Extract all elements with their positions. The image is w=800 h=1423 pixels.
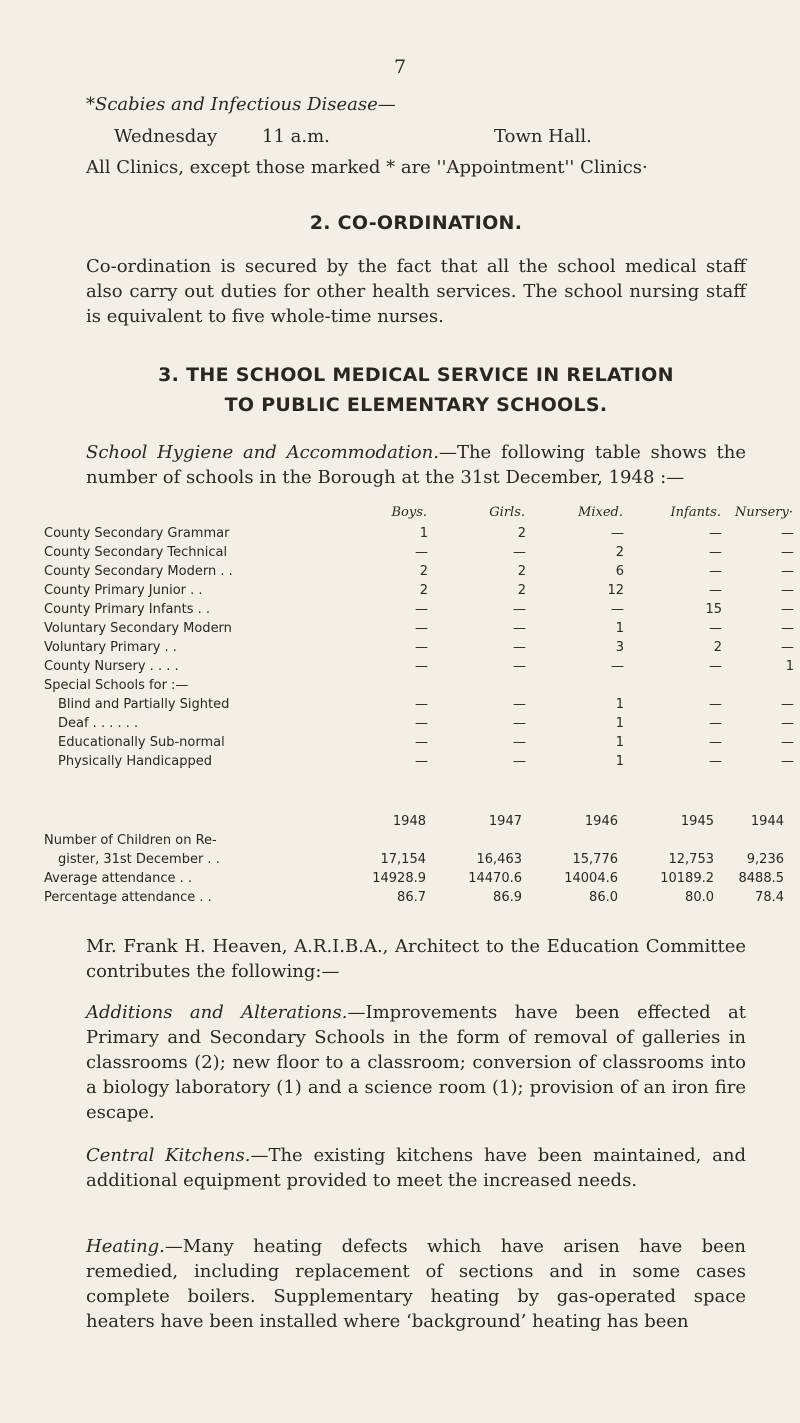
row-label: Blind and Partially Sighted [58, 697, 230, 712]
table-row [44, 600, 794, 619]
clinic-time: 11 a.m. [262, 126, 330, 147]
table-cell: — [781, 697, 794, 712]
table-cell: 3 [615, 640, 624, 655]
table-cell: — [709, 545, 722, 560]
schools-table-header [44, 500, 794, 524]
row-label: Voluntary Secondary Modern [44, 621, 232, 636]
column-header: Mixed. [578, 504, 623, 520]
table-cell: 86.9 [493, 890, 522, 905]
table-row [44, 714, 794, 733]
table-cell: — [611, 602, 624, 617]
column-header: Nursery· [734, 504, 793, 520]
additions-paragraph [86, 1000, 746, 1125]
row-label: County Primary Junior . . [44, 583, 203, 598]
clinic-title: *Scabies and Infectious Disease— [86, 94, 396, 115]
attendance-table [44, 812, 784, 907]
table-cell: — [513, 640, 526, 655]
table-cell: — [781, 716, 794, 731]
table-row [44, 831, 784, 850]
table-cell: — [611, 659, 624, 674]
table-row [44, 676, 794, 695]
year-header: 1947 [488, 814, 522, 829]
table-cell: — [513, 716, 526, 731]
schools-table [44, 500, 794, 771]
section-3-heading-line-1: 3. THE SCHOOL MEDICAL SERVICE IN RELATION [158, 364, 674, 386]
table-cell: — [709, 735, 722, 750]
table-row [44, 562, 794, 581]
table-cell: — [781, 602, 794, 617]
additions-title: Additions and Alterations. [86, 1002, 348, 1023]
table-cell: 80.0 [685, 890, 714, 905]
table-row [44, 638, 794, 657]
table-cell: 17,154 [380, 852, 426, 867]
page-number: 7 [393, 56, 407, 78]
table-cell: 1 [615, 621, 624, 636]
column-header: Boys. [391, 504, 427, 520]
section-3-intro [86, 440, 746, 490]
table-cell: — [513, 735, 526, 750]
heating-title: Heating. [86, 1236, 165, 1257]
kitchens-title: Central Kitchens. [86, 1145, 251, 1166]
table-cell: 2 [517, 564, 526, 579]
table-cell: — [415, 640, 428, 655]
table-cell: 1 [615, 697, 624, 712]
table-cell: 9,236 [746, 852, 784, 867]
table-cell: — [415, 545, 428, 560]
table-cell: 14928.9 [372, 871, 426, 886]
table-cell: 1 [419, 526, 428, 541]
table-row [44, 733, 794, 752]
clinic-day: Wednesday [114, 126, 218, 147]
table-cell: — [415, 716, 428, 731]
heating-paragraph [86, 1234, 746, 1334]
year-header: 1948 [392, 814, 426, 829]
table-cell: — [709, 583, 722, 598]
clinic-place: Town Hall. [494, 126, 592, 147]
table-cell: 15 [705, 602, 722, 617]
table-cell: — [781, 564, 794, 579]
table-row [44, 888, 784, 907]
table-cell: — [513, 659, 526, 674]
table-cell: 1 [615, 735, 624, 750]
table-row [44, 752, 794, 771]
table-cell: 15,776 [572, 852, 618, 867]
table-cell: — [513, 545, 526, 560]
section-3-heading-line-2: TO PUBLIC ELEMENTARY SCHOOLS. [224, 394, 608, 416]
table-cell: 86.0 [589, 890, 618, 905]
table-cell: — [709, 659, 722, 674]
table-row [44, 869, 784, 888]
table-cell: — [513, 697, 526, 712]
section-3-intro-body: —The following table shows the number of schools in the Borough at the 31st December, 1948 :— [86, 442, 747, 488]
table-cell: — [709, 564, 722, 579]
section-2-body: Co-ordination is secured by the fact that all the school medical staff also carry out duties for other health services. The school nursing staff is equivalent to five whole-time nurses. [86, 256, 746, 327]
clinic-note: All Clinics, except those marked * are ''Appointment'' Clinics· [86, 157, 648, 178]
table-row [44, 619, 794, 638]
table-cell: — [709, 621, 722, 636]
table-cell: 2 [517, 583, 526, 598]
table-cell: — [709, 697, 722, 712]
year-header: 1944 [750, 814, 784, 829]
table-cell: — [415, 602, 428, 617]
percentage-label: Percentage attendance . . [44, 890, 212, 905]
table-cell: 78.4 [755, 890, 784, 905]
table-row [44, 850, 784, 869]
table-cell: — [513, 621, 526, 636]
table-cell: — [781, 545, 794, 560]
attendance-year-row [44, 812, 784, 831]
table-cell: 8488.5 [738, 871, 784, 886]
row-label: County Secondary Grammar [44, 526, 230, 541]
table-cell: 86.7 [397, 890, 426, 905]
table-cell: 2 [615, 545, 624, 560]
year-header: 1946 [584, 814, 618, 829]
table-cell: — [415, 697, 428, 712]
special-schools-heading: Special Schools for :— [44, 678, 189, 693]
table-cell: — [415, 754, 428, 769]
table-cell: 14470.6 [468, 871, 522, 886]
average-label: Average attendance . . [44, 871, 193, 886]
table-cell: 1 [785, 659, 794, 674]
row-label: County Nursery . . . . [44, 659, 179, 674]
row-label: County Secondary Technical [44, 545, 228, 560]
table-cell: — [513, 754, 526, 769]
register-label-line-1: Number of Children on Re- [44, 833, 217, 848]
table-cell: — [781, 735, 794, 750]
heating-body: —Many heating defects which have arisen have been remedied, including replacement of sections and in some cases complete boilers. Supplementary heating by gas-operated space heaters have been installed where ‘background’ heating has been [86, 1236, 746, 1332]
section-2-heading: 2. CO-ORDINATION. [309, 212, 523, 234]
table-cell: — [415, 621, 428, 636]
table-cell: 2 [419, 583, 428, 598]
section-3-intro-title: School Hygiene and Accommodation. [86, 442, 439, 463]
table-cell: — [415, 659, 428, 674]
table-cell: — [513, 602, 526, 617]
additions-body: —Improvements have been effected at Primary and Secondary Schools in the form of removal of galleries in classrooms (2); new floor to a classroom; conversion of classrooms into a biology laboratory (1) and a science room (1); provision of an iron fire escape. [86, 1002, 747, 1123]
row-label: Educationally Sub-normal [58, 735, 225, 750]
table-cell: 1 [615, 716, 624, 731]
table-cell: 2 [419, 564, 428, 579]
column-header: Infants. [670, 504, 721, 520]
table-cell: 1 [615, 754, 624, 769]
table-row [44, 657, 794, 676]
table-cell: — [415, 735, 428, 750]
table-cell: 12,753 [668, 852, 714, 867]
table-cell: 2 [713, 640, 722, 655]
table-cell: — [781, 754, 794, 769]
table-row [44, 543, 794, 562]
table-cell: — [709, 716, 722, 731]
table-cell: 12 [607, 583, 624, 598]
table-row [44, 581, 794, 600]
column-header: Girls. [489, 504, 525, 520]
row-label: Deaf . . . . . . [58, 716, 139, 731]
register-label-line-2: gister, 31st December . . [58, 852, 220, 867]
row-label: County Primary Infants . . [44, 602, 211, 617]
row-label: Voluntary Primary . . [44, 640, 177, 655]
table-cell: 6 [615, 564, 624, 579]
table-cell: 14004.6 [564, 871, 618, 886]
row-label: Physically Handicapped [58, 754, 213, 769]
architect-note: Mr. Frank H. Heaven, A.R.I.B.A., Architect to the Education Committee contributes the following:— [86, 936, 746, 982]
table-row [44, 695, 794, 714]
table-cell: 16,463 [476, 852, 522, 867]
table-cell: — [781, 640, 794, 655]
table-cell: — [611, 526, 624, 541]
table-cell: 2 [517, 526, 526, 541]
table-cell: — [709, 754, 722, 769]
table-cell: — [709, 526, 722, 541]
table-cell: 10189.2 [660, 871, 714, 886]
kitchens-body: —The existing kitchens have been maintained, and additional equipment provided to meet the increased needs. [86, 1145, 747, 1191]
table-cell: — [781, 621, 794, 636]
table-row [44, 524, 794, 543]
table-cell: — [781, 583, 794, 598]
year-header: 1945 [680, 814, 714, 829]
table-cell: — [781, 526, 794, 541]
kitchens-paragraph [86, 1143, 746, 1193]
row-label: County Secondary Modern . . [44, 564, 233, 579]
